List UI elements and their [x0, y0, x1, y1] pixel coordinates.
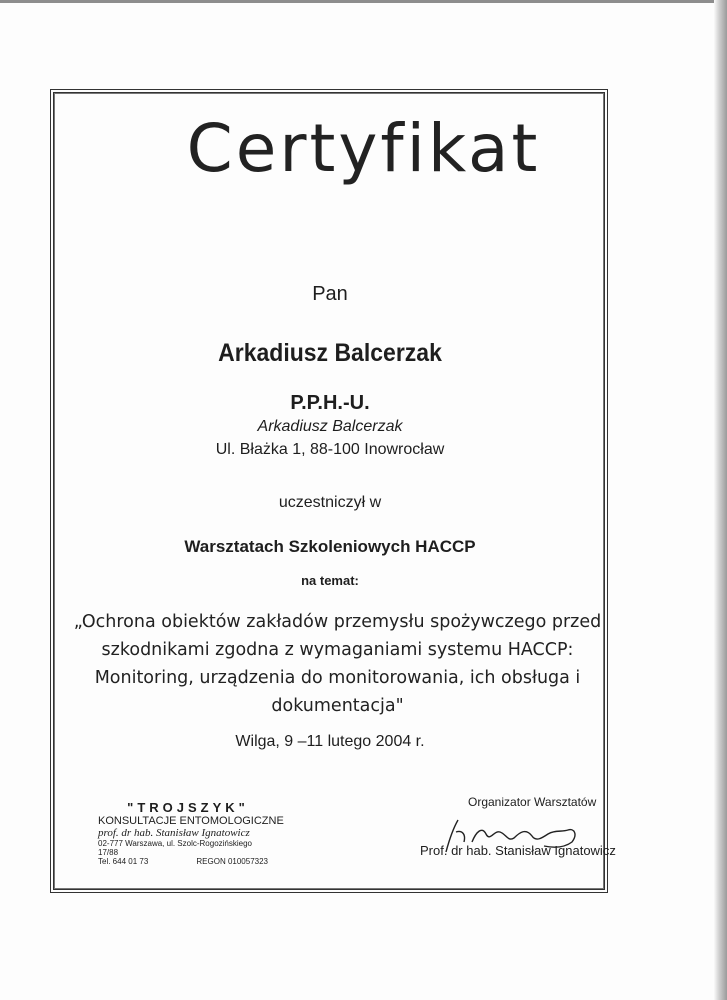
company-address: Ul. Błażka 1, 88-100 Inowrocław: [215, 441, 445, 458]
recipient-name: Arkadiusz Balcerzak: [218, 339, 442, 367]
certificate-title: Certyfikat: [186, 110, 541, 187]
company-stamp: [98, 800, 288, 866]
signer-name: Prof. dr hab. Stanisław Ignatowicz: [420, 843, 616, 858]
company-owner: Arkadiusz Balcerzak: [257, 418, 403, 435]
scan-edge-top: [0, 0, 727, 3]
stamp-contact-row: [98, 857, 268, 866]
place-date: Wilga, 9 –11 lutego 2004 r.: [235, 733, 425, 750]
stamp-line: KONSULTACJE ENTOMOLOGICZNE: [98, 815, 284, 827]
stamp-regon: REGON 010057323: [196, 857, 268, 866]
topic-line: szkodnikami zgodna z wymaganiami systemu HACCP:: [101, 640, 574, 660]
participation-text: uczestniczył w: [278, 494, 382, 511]
topic-line: „Ochrona obiektów zakładów przemysłu spożywczego przed: [73, 612, 602, 632]
company-name: P.P.H.-U.: [290, 392, 370, 414]
topic-label: na temat:: [301, 573, 359, 588]
topic-line: Monitoring, urządzenia do monitorowania, ich obsługa i: [94, 668, 581, 688]
stamp-phone: Tel. 644 01 73: [98, 857, 149, 866]
certificate-border: [50, 89, 608, 893]
stamp-name: "TROJSZYK": [127, 800, 249, 815]
workshop-name: Warsztatach Szkoleniowych HACCP: [184, 537, 476, 556]
stamp-address-row: [98, 839, 268, 857]
topic-line: dokumentacja": [271, 696, 404, 716]
topic-text: [70, 608, 605, 720]
stamp-address: 02-777 Warszawa, ul. Szolc-Rogozińskiego 17/88: [98, 839, 252, 857]
stamp-line: prof. dr hab. Stanisław Ignatowicz: [98, 827, 250, 839]
salutation: Pan: [312, 283, 348, 305]
organizer-label: Organizator Warsztatów: [468, 795, 597, 809]
